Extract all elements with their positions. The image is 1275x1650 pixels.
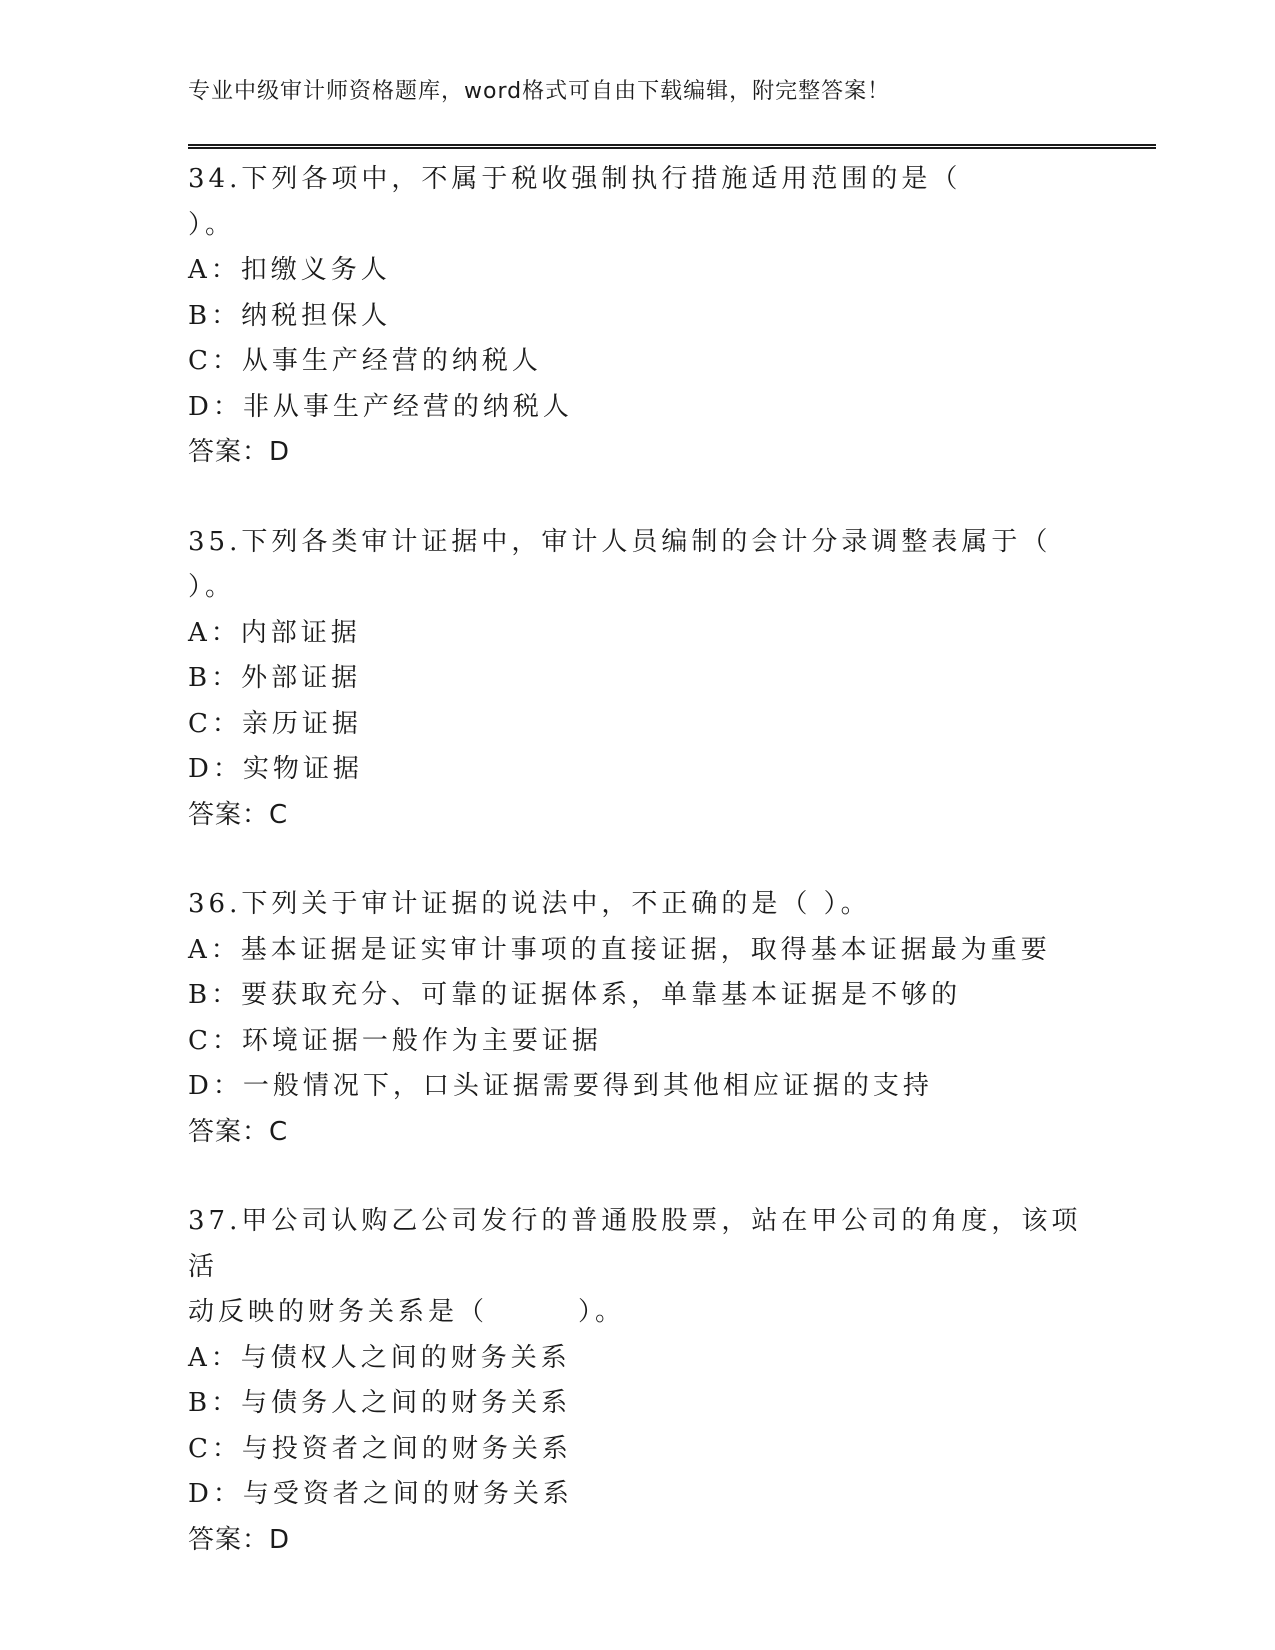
option-b: B：与债务人之间的财务关系 bbox=[188, 1388, 572, 1418]
question-list bbox=[188, 157, 1088, 1607]
option-d: D：与受资者之间的财务关系 bbox=[188, 1479, 573, 1509]
answer: 答案：D bbox=[188, 1524, 291, 1555]
question-stem: 36.下列关于审计证据的说法中，不正确的是（ ）。 bbox=[188, 889, 871, 919]
option-a: A：内部证据 bbox=[188, 617, 361, 648]
page-header: 专业中级审计师资格题库，word格式可自由下载编辑，附完整答案！ bbox=[188, 79, 891, 104]
option-d: D：实物证据 bbox=[188, 754, 363, 784]
question-35 bbox=[188, 520, 1088, 839]
header-divider bbox=[188, 144, 1156, 149]
option-b: B：纳税担保人 bbox=[188, 300, 392, 331]
question-stem: 34.下列各项中，不属于税收强制执行措施适用范围的是（ ）。 bbox=[188, 164, 1052, 240]
option-a: A：与债权人之间的财务关系 bbox=[188, 1342, 571, 1373]
question-stem-continued: ）。 bbox=[188, 572, 236, 602]
answer: 答案：C bbox=[188, 1116, 289, 1147]
answer: 答案：D bbox=[188, 437, 291, 467]
option-d: D：非从事生产经营的纳税人 bbox=[188, 391, 573, 422]
answer: 答案：C bbox=[188, 799, 289, 830]
option-c: C：环境证据一般作为主要证据 bbox=[188, 1025, 602, 1056]
option-a: A：扣缴义务人 bbox=[188, 255, 391, 285]
option-b: B：外部证据 bbox=[188, 663, 362, 693]
question-stem-continued: 动反映的财务关系是（ ）。 bbox=[188, 1297, 626, 1327]
question-stem: 35.下列各类审计证据中，审计人员编制的会计分录调整表属于（ bbox=[188, 526, 1052, 557]
option-a: A：基本证据是证实审计事项的直接证据，取得基本证据最为重要 bbox=[188, 934, 1051, 965]
question-36 bbox=[188, 882, 1088, 1155]
question-stem: 37.甲公司认购乙公司发行的普通股股票，站在甲公司的角度，该项活 bbox=[188, 1206, 1082, 1282]
question-34 bbox=[188, 157, 1088, 476]
option-d: D：一般情况下，口头证据需要得到其他相应证据的支持 bbox=[188, 1071, 933, 1101]
option-b: B：要获取充分、可靠的证据体系，单靠基本证据是不够的 bbox=[188, 980, 962, 1010]
option-c: C：从事生产经营的纳税人 bbox=[188, 346, 542, 376]
option-c: C：亲历证据 bbox=[188, 708, 362, 739]
question-37 bbox=[188, 1199, 1088, 1563]
option-c: C：与投资者之间的财务关系 bbox=[188, 1433, 572, 1464]
